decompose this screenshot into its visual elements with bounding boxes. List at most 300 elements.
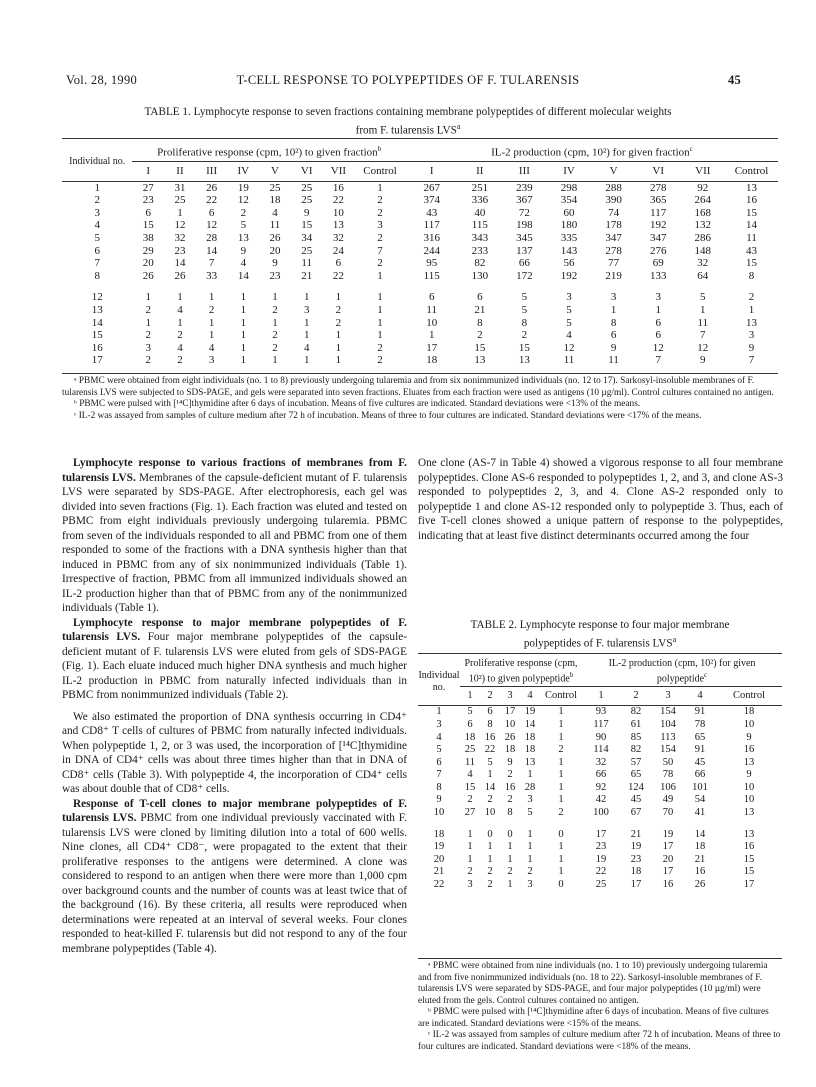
table1-subcol-header: VII <box>330 164 347 177</box>
table1-value-cell: 2 <box>272 329 278 342</box>
table2-value-cell: 0 <box>487 828 493 840</box>
table2-value-cell: 93 <box>595 706 607 718</box>
table1-value-cell: 2 <box>240 206 247 219</box>
table1-row <box>62 245 778 258</box>
table2-value-cell: 106 <box>660 781 676 793</box>
table1-individual-cell: 7 <box>94 257 100 270</box>
table1-value-cell: 1 <box>272 354 278 367</box>
table1-value-cell: 219 <box>605 269 622 282</box>
table2-value-cell: 1 <box>558 781 564 793</box>
table2-row <box>418 841 782 854</box>
table2-col-individual: Individual no. <box>418 669 460 693</box>
table2-value-cell: 5 <box>467 706 473 718</box>
table1-value-cell: 1 <box>335 354 342 367</box>
table2-value-cell: 6 <box>487 706 493 718</box>
table2-value-cell: 9 <box>746 769 752 781</box>
table2-footnote-a: ᵃ PBMC were obtained from nine individuals (no. 1 to 10) previously undergoing tularemia and from five nonimmunized individuals (no. 18 to 22). Sarkosyl-insoluble membranes of F. tularensis LVS were separated by SDS-PAGE, and four major polypeptides (10 µg/ml) were eluted from the gels. Control cultures contained no antigen. <box>418 961 768 1006</box>
table1-value-cell: 3 <box>748 329 755 342</box>
table1-value-cell: 374 <box>423 194 440 207</box>
table1-value-cell: 3 <box>208 354 215 367</box>
table2-value-cell: 1 <box>527 769 533 781</box>
table1-value-cell: 28 <box>206 232 218 245</box>
table2-value-cell: 8 <box>487 718 493 730</box>
table1-subcol-header: IV <box>563 164 575 177</box>
table1-value-cell: 1 <box>208 316 215 329</box>
table1-value-cell: 115 <box>471 219 488 232</box>
table1-subcol-header: VI <box>652 164 664 177</box>
table2-value-cell: 10 <box>484 807 496 819</box>
table2-individual-cell: 19 <box>433 841 445 853</box>
table1-individual-cell: 13 <box>91 304 103 316</box>
table2-value-cell: 13 <box>524 756 536 768</box>
table2-individual-cell: 7 <box>436 769 442 781</box>
table2-row <box>418 807 782 820</box>
table1-value-cell: 32 <box>332 232 344 245</box>
table2-value-cell: 4 <box>467 769 473 781</box>
table1-subcol-header: III <box>518 164 530 177</box>
table1-value-cell: 1 <box>272 316 278 329</box>
para-t-cell-clones: Response of T-cell clones to major membrane polypeptides of F. tularensis LVS. PBMC from one individual previously vaccinated with F. tularensis LVS were cloned by limiting dilution into a total of 600 wells. Nine clones, all CD4⁺ CD8⁻, were propagated to the extent that their proliferative responses to the antigens were determined. A clone was considered to respond to an antigen when there were more than 1,000 cpm over background counts and the number of counts was at least twice that of the background (16). By these criteria, all results were reproduced when determinations were repeated at an interval of several weeks. Four clones responded to heat-killed F. tularensis but did not respond to any of the four membrane polypeptides (Table 4). <box>62 797 407 955</box>
table1-value-cell: 1 <box>377 291 383 304</box>
table1-value-cell: 390 <box>605 194 622 207</box>
table2-value-cell: 41 <box>694 807 706 819</box>
table1-value-cell: 1 <box>655 304 661 316</box>
table2-value-cell: 17 <box>595 828 607 840</box>
table1-value-cell: 43 <box>426 206 438 219</box>
table2-value-cell: 25 <box>595 879 607 891</box>
table1-value-cell: 8 <box>748 269 755 282</box>
table1-value-cell: 6 <box>145 206 152 219</box>
table1-value-cell: 22 <box>332 194 344 207</box>
table1-value-cell: 7 <box>700 329 706 342</box>
table1-value-cell: 14 <box>206 244 218 257</box>
table1-value-cell: 11 <box>426 304 437 316</box>
table2-value-cell: 18 <box>694 841 706 853</box>
table1-group1-header: Proliferative response (cpm, 10²) to given fraction$^b$ <box>132 139 405 162</box>
table1-value-cell: 8 <box>477 316 483 329</box>
table1-value-cell: 11 <box>301 257 312 270</box>
table1-value-cell: 4 <box>208 341 215 354</box>
table1-value-cell: 25 <box>269 181 281 194</box>
table1-value-cell: 25 <box>301 181 313 194</box>
table2-individual-cell: 3 <box>436 718 442 730</box>
table1-value-cell: 4 <box>566 329 572 342</box>
table2-value-cell: 1 <box>527 841 533 853</box>
table2-value-cell: 13 <box>743 807 755 819</box>
table1-value-cell: 17 <box>426 341 438 354</box>
table1-value-cell: 15 <box>474 341 486 354</box>
table1-value-cell: 5 <box>240 219 247 232</box>
table1-value-cell: 286 <box>694 232 712 245</box>
table1-value-cell: 2 <box>377 206 383 219</box>
table2-value-cell: 1 <box>507 853 513 865</box>
table1-value-cell: 3 <box>655 291 661 304</box>
table2-row <box>418 757 782 770</box>
para-major-polypeptides: Lymphocyte response to major membrane polypeptides of F. tularensis LVS. Four major membrane polypeptides of the capsule-deficient mutant of F. tularensis LVS were eluted from gels of SDS-PAGE (Fig. 1). Each eluate induced much higher DNA synthesis and much higher IL-2 production in PBMC from naturally infected individuals than in PBMC from nonimmunized individuals (Table 2). <box>62 616 407 701</box>
table1-value-cell: 9 <box>240 244 247 257</box>
table1-value-cell: 1 <box>303 354 310 367</box>
table2-value-cell: 21 <box>630 828 642 840</box>
table1-value-cell: 13 <box>332 219 344 232</box>
table2-value-cell: 16 <box>484 731 496 743</box>
table2-value-cell: 1 <box>467 841 473 853</box>
table1-value-cell: 2 <box>145 354 152 367</box>
table1-row <box>62 194 778 207</box>
table1-row <box>62 257 778 270</box>
table1-individual-cell: 4 <box>94 219 100 232</box>
table2-value-cell: 14 <box>694 828 706 840</box>
para-fractions: Lymphocyte response to various fractions of membranes from F. tularensis LVS. Membranes of the capsule-deficient mutant of F. tularensis LVS were separated by SDS-PAGE. After electrophoresis, each gel was divided into seven fractions (Fig. 1). Each fraction was eluted and tested on PBMC from eight individuals previously undergoing tularemia. PBMC from seven of the individuals responded to all and PBMC from one of them responded to some of the fractions with a DNA synthesis higher than that induced in PBMC from any of six nonimmunized individuals (Table 1). Irrespective of fraction, PBMC from all immunized individuals showed an IL-2 production higher than that of PBMC from any of the nonimmunized individuals (Table 1). <box>62 457 407 614</box>
table2-value-cell: 92 <box>595 781 607 793</box>
table1-value-cell: 26 <box>174 269 186 282</box>
table2-individual-cell: 4 <box>436 731 442 743</box>
table2-value-cell: 16 <box>694 866 706 878</box>
table1-value-cell: 2 <box>208 304 215 316</box>
table2-value-cell: 65 <box>630 769 642 781</box>
table1-value-cell: 13 <box>746 316 758 329</box>
table1-value-cell: 13 <box>237 232 249 245</box>
table2-value-cell: 8 <box>507 807 513 819</box>
table1-value-cell: 13 <box>518 354 530 367</box>
table2-value-cell: 18 <box>630 866 642 878</box>
table1-caption <box>40 106 776 138</box>
table1-row <box>62 342 778 355</box>
table1-row <box>62 207 778 220</box>
table2-value-cell: 9 <box>746 731 752 743</box>
table1-value-cell: 20 <box>142 257 154 270</box>
table1-value-cell: 1 <box>145 291 152 304</box>
table2-row <box>418 866 782 879</box>
table1-subcol-header: III <box>206 164 218 177</box>
table2-value-cell: 0 <box>558 879 564 891</box>
table2-value-cell: 1 <box>487 841 493 853</box>
table1-value-cell: 6 <box>208 206 215 219</box>
table2-subcol-header: Control <box>544 690 578 702</box>
table1-value-cell: 1 <box>303 291 310 304</box>
table2-value-cell: 91 <box>694 744 706 756</box>
table1-value-cell: 19 <box>237 181 249 194</box>
table1-value-cell: 1 <box>240 316 247 329</box>
table1-value-cell: 1 <box>145 316 152 329</box>
table1-value-cell: 1 <box>177 206 183 219</box>
table2-individual-cell: 21 <box>433 866 445 878</box>
table2-value-cell: 17 <box>504 706 516 718</box>
table1-value-cell: 1 <box>240 329 247 342</box>
table1-value-cell: 21 <box>474 304 486 316</box>
table2-footnotes <box>418 961 782 1053</box>
table1-value-cell: 9 <box>303 206 310 219</box>
table2-value-cell: 2 <box>507 794 513 806</box>
table1-value-cell: 6 <box>428 291 435 304</box>
table2-value-cell: 70 <box>662 807 674 819</box>
table2-value-cell: 1 <box>558 756 564 768</box>
table1-value-cell: 2 <box>477 329 483 342</box>
table2-footnote-b: ᵇ PBMC were pulsed with [¹⁴C]thymidine after 6 days of incubation. Means of five cultures are indicated. Standard deviations were <15% of the means. <box>418 1007 769 1029</box>
table1-value-cell: 11 <box>697 316 709 329</box>
table1-value-cell: 1 <box>335 341 342 354</box>
table1-value-cell: 365 <box>649 194 667 207</box>
table2-value-cell: 50 <box>662 756 674 768</box>
table1-value-cell: 1 <box>240 354 247 367</box>
table1-value-cell: 1 <box>610 304 617 316</box>
table2-value-cell: 22 <box>595 866 607 878</box>
table1-value-cell: 14 <box>174 257 186 270</box>
table1-col-individual: Individual no. <box>69 155 126 167</box>
table2-value-cell: 15 <box>743 853 755 865</box>
table2-value-cell: 1 <box>507 841 513 853</box>
table2-value-cell: 15 <box>464 781 476 793</box>
table1-row <box>62 291 778 304</box>
table2-value-cell: 2 <box>507 866 513 878</box>
table2-individual-cell: 22 <box>433 879 445 891</box>
table2-value-cell: 5 <box>487 756 493 768</box>
table1-value-cell: 7 <box>748 354 755 367</box>
table2-subcol-header: 1 <box>598 690 604 702</box>
table2-individual-cell: 20 <box>433 853 445 865</box>
table1-value-cell: 347 <box>649 232 667 245</box>
table1-individual-cell: 6 <box>94 244 100 257</box>
table2-caption-line2: polypeptides of F. tularensis LVS <box>523 637 673 650</box>
table1-value-cell: 115 <box>423 269 440 282</box>
table2-value-cell: 5 <box>527 807 533 819</box>
table2-value-cell: 17 <box>662 866 674 878</box>
table1-value-cell: 2 <box>377 341 383 354</box>
table2-value-cell: 15 <box>743 866 755 878</box>
table1-value-cell: 336 <box>471 194 489 207</box>
table2-value-cell: 154 <box>660 744 676 756</box>
volume-label: Vol. 28, 1990 <box>66 73 138 87</box>
table1-value-cell: 2 <box>177 329 183 342</box>
table2-value-cell: 2 <box>467 866 473 878</box>
table1-value-cell: 7 <box>655 354 661 367</box>
table2-value-cell: 27 <box>464 807 476 819</box>
table1-value-cell: 251 <box>471 181 489 194</box>
table2-subcol-header: Control <box>732 690 766 702</box>
table1-subcol-header: I <box>146 164 151 177</box>
table1-value-cell: 12 <box>174 219 186 232</box>
table2-value-cell: 3 <box>527 879 533 891</box>
table1-value-cell: 33 <box>206 269 218 282</box>
table2-value-cell: 154 <box>660 706 676 718</box>
table2-group1-header: Proliferative response (cpm, 10²) to given polypeptide$^b$ <box>460 654 582 687</box>
table1-value-cell: 18 <box>269 194 281 207</box>
table1-value-cell: 178 <box>605 219 622 232</box>
table1-individual-cell: 15 <box>91 329 103 342</box>
table1-value-cell: 1 <box>208 329 215 342</box>
table2-row <box>418 829 782 842</box>
table1-value-cell: 1 <box>303 329 310 342</box>
table2-value-cell: 54 <box>694 794 706 806</box>
table1-footnote-b: ᵇ PBMC were pulsed with [¹⁴C]thymidine after 6 days of incubation. Means of five cultures are indicated. Standard deviations were <13% of the means. <box>74 399 641 409</box>
table2-value-cell: 18 <box>504 744 516 756</box>
table1-value-cell: 172 <box>516 269 533 282</box>
table1-row <box>62 232 778 245</box>
table1-row <box>62 317 778 330</box>
table2-value-cell: 22 <box>484 744 496 756</box>
table1-individual-cell: 16 <box>91 341 103 354</box>
table1-value-cell: 2 <box>377 257 383 270</box>
table1-value-cell: 12 <box>237 194 249 207</box>
table1-value-cell: 343 <box>471 232 489 245</box>
table1-value-cell: 1 <box>700 304 706 316</box>
table2-value-cell: 1 <box>558 731 564 743</box>
table2-value-cell: 21 <box>694 853 706 865</box>
table1-value-cell: 1 <box>303 316 310 329</box>
table2-value-cell: 10 <box>743 781 755 793</box>
table2-value-cell: 17 <box>630 879 642 891</box>
table2-value-cell: 19 <box>662 828 674 840</box>
table1-value-cell: 7 <box>377 244 383 257</box>
table1-value-cell: 6 <box>610 329 617 342</box>
table1-row <box>62 181 778 194</box>
table2-subcol-header: 1 <box>467 690 473 702</box>
table2-subcol-header: 4 <box>697 690 703 702</box>
table1-value-cell: 239 <box>516 181 533 194</box>
table1-subcol-header: II <box>176 164 184 177</box>
table1-value-cell: 1 <box>377 316 383 329</box>
table1-value-cell: 8 <box>521 316 528 329</box>
table2-value-cell: 85 <box>630 731 642 743</box>
table1-value-cell: 40 <box>474 206 486 219</box>
table1-value-cell: 6 <box>477 291 483 304</box>
table1-individual-cell: 14 <box>91 316 103 329</box>
table1-row <box>62 304 778 317</box>
table1-value-cell: 34 <box>301 232 313 245</box>
table1-value-cell: 1 <box>240 341 247 354</box>
table1-row <box>62 354 778 367</box>
table1-value-cell: 4 <box>240 257 247 270</box>
table2-value-cell: 124 <box>628 781 644 793</box>
table1-subcol-header: V <box>271 164 279 177</box>
table1-individual-cell: 5 <box>94 232 100 245</box>
table2-value-cell: 78 <box>694 718 706 730</box>
table2-value-cell: 113 <box>660 731 676 743</box>
table1-value-cell: 11 <box>746 232 757 245</box>
table2-value-cell: 2 <box>507 769 513 781</box>
table1-value-cell: 354 <box>560 194 578 207</box>
table1-value-cell: 2 <box>145 304 152 316</box>
table1-value-cell: 20 <box>269 244 281 257</box>
table2-value-cell: 10 <box>504 718 516 730</box>
table1-value-cell: 32 <box>697 257 709 270</box>
table2-row <box>418 744 782 757</box>
table1-value-cell: 117 <box>650 206 667 219</box>
table2-footnote-c: ᶜ IL-2 was assayed from samples of culture medium after 72 h of incubation. Means of three to four cultures are indicated. Standard deviations were <18% of the means. <box>418 1030 781 1052</box>
table2-value-cell: 104 <box>660 718 676 730</box>
table1-value-cell: 3 <box>377 219 383 232</box>
table1-value-cell: 5 <box>521 304 528 316</box>
table1-value-cell: 278 <box>649 181 667 194</box>
table2-value-cell: 0 <box>507 828 513 840</box>
table1-caption-line1: TABLE 1. Lymphocyte response to seven fractions containing membrane polypeptides of different molecular weights <box>144 106 672 118</box>
table1-value-cell: 23 <box>269 269 281 282</box>
table1-value-cell: 4 <box>177 341 183 354</box>
table2-value-cell: 13 <box>743 828 755 840</box>
table1-value-cell: 5 <box>700 291 706 304</box>
table1-value-cell: 5 <box>521 291 528 304</box>
table1-value-cell: 278 <box>605 244 622 257</box>
table2-value-cell: 1 <box>558 718 564 730</box>
table1-value-cell: 22 <box>206 194 218 207</box>
table1-value-cell: 25 <box>174 194 186 207</box>
table2-row <box>418 706 782 719</box>
table1-value-cell: 5 <box>566 304 572 316</box>
table2-value-cell: 114 <box>593 744 609 756</box>
table2-value-cell: 91 <box>694 706 706 718</box>
table2-value-cell: 1 <box>558 866 564 878</box>
table2-value-cell: 20 <box>662 853 674 865</box>
table2-individual-cell: 9 <box>436 794 442 806</box>
table1-value-cell: 9 <box>748 341 755 354</box>
table2-individual-cell: 6 <box>436 756 442 768</box>
table1-subcol-header: Control <box>363 164 397 177</box>
table2-row <box>418 879 782 892</box>
table2-value-cell: 13 <box>743 756 755 768</box>
table1-value-cell: 1 <box>335 291 342 304</box>
table1-value-cell: 1 <box>377 329 383 342</box>
heading-fractions: Lymphocyte response to various fractions of membranes from F. tularensis LVS. <box>62 457 407 484</box>
table1-value-cell: 1 <box>177 291 183 304</box>
table1-value-cell: 22 <box>332 269 344 282</box>
table1-value-cell: 23 <box>174 244 186 257</box>
table2-value-cell: 90 <box>595 731 607 743</box>
table1-individual-cell: 17 <box>91 354 103 367</box>
table2-value-cell: 2 <box>487 794 493 806</box>
table2-subcol-header: 4 <box>527 690 533 702</box>
table1-value-cell: 2 <box>377 354 383 367</box>
table2-row <box>418 719 782 732</box>
table1-value-cell: 29 <box>142 244 154 257</box>
table2-value-cell: 2 <box>527 866 533 878</box>
table1-individual-cell: 8 <box>94 269 100 282</box>
table2-value-cell: 2 <box>558 744 564 756</box>
table1-value-cell: 3 <box>566 291 572 304</box>
table1-value-cell: 1 <box>748 304 755 316</box>
table2-value-cell: 2 <box>467 794 473 806</box>
table1-subcol-header: Control <box>734 164 769 177</box>
table1-footnote-c: ᶜ IL-2 was assayed from samples of culture medium after 72 h of incubation. Means of three to four cultures are indicated. Standard deviations were <17% of the means. <box>74 410 702 421</box>
table2-value-cell: 1 <box>527 828 533 840</box>
table1-value-cell: 82 <box>474 257 486 270</box>
table1-value-cell: 7 <box>208 257 215 270</box>
table2-value-cell: 18 <box>464 731 476 743</box>
table1-value-cell: 4 <box>177 304 183 316</box>
table1-value-cell: 4 <box>272 206 278 219</box>
table2-value-cell: 45 <box>694 756 706 768</box>
table2-value-cell: 1 <box>558 841 564 853</box>
table1-subcol-header: V <box>609 164 618 177</box>
table2-value-cell: 18 <box>743 706 755 718</box>
table1-value-cell: 2 <box>748 291 755 304</box>
table2-value-cell: 42 <box>595 794 607 806</box>
table1-subcol-header: VII <box>695 164 711 177</box>
table1-value-cell: 132 <box>694 219 712 232</box>
table1-footnote-rule <box>62 373 778 374</box>
table1-value-cell: 69 <box>652 257 664 270</box>
table1-value-cell: 11 <box>563 354 575 367</box>
table2-row <box>418 854 782 867</box>
table2-value-cell: 26 <box>504 731 516 743</box>
table1-value-cell: 3 <box>303 304 310 316</box>
table1-footnote-a: ᵃ PBMC were obtained from eight individuals (no. 1 to 8) previously undergoing tularemia and from six nonimmunized individuals (no. 12 to 17). Sarkosyl-insoluble membranes of F. tularensis LVS were subjected to SDS-PAGE, and gels were separated into seven fractions. Eluates from each fraction were used as antigens (10 µg/ml). Control cultures contained no antigen. <box>62 376 774 398</box>
table2-individual-cell: 10 <box>433 807 445 819</box>
table1-value-cell: 264 <box>694 194 712 207</box>
table1-caption-line2: from F. tularensis LVS <box>355 124 457 137</box>
table1-individual-cell: 3 <box>94 206 100 219</box>
table1-value-cell: 31 <box>174 181 186 194</box>
table1-value-cell: 25 <box>301 194 313 207</box>
table2-value-cell: 19 <box>630 841 642 853</box>
